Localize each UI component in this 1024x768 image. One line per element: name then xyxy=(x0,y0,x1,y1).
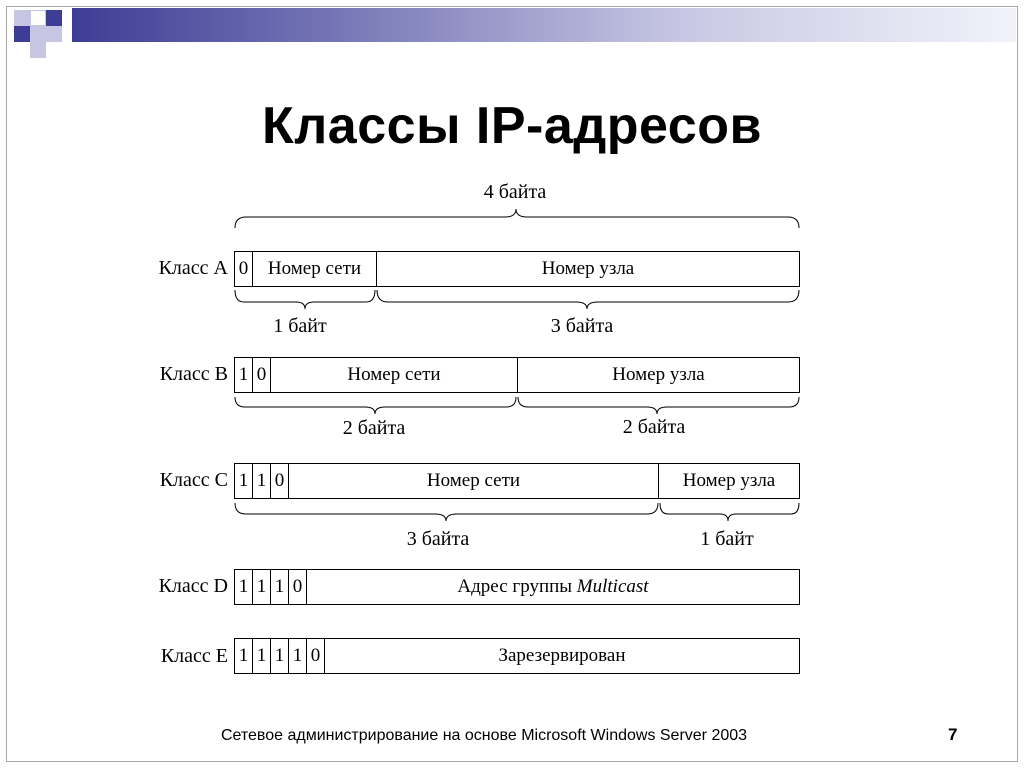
caption-4-bytes: 4 байта xyxy=(483,181,547,203)
class-b-row xyxy=(234,357,800,393)
class-c-net-field: Номер сети xyxy=(289,464,659,498)
bit-cell: 1 xyxy=(235,464,253,498)
bit-cell: 1 xyxy=(271,570,289,604)
class-c-label: Класс C xyxy=(159,469,228,491)
bit-cell: 0 xyxy=(235,252,253,286)
class-b-label: Класс B xyxy=(159,363,228,385)
class-b-host-field: Номер узла xyxy=(612,364,705,385)
bit-cell: 0 xyxy=(253,358,271,392)
bit-cell: 0 xyxy=(271,464,289,498)
brace-c-net xyxy=(235,503,658,521)
class-d-label: Класс D xyxy=(158,575,228,597)
class-b-host-bytes: 2 байта xyxy=(622,416,686,438)
class-c-host-bytes: 1 байт xyxy=(700,528,754,550)
class-d-row xyxy=(234,569,800,605)
brace-b-host xyxy=(518,397,799,414)
brace-b-net xyxy=(235,397,516,414)
class-a-net-bytes: 1 байт xyxy=(273,315,327,337)
class-a-label: Класс A xyxy=(158,257,228,279)
class-b-net-bytes: 2 байта xyxy=(342,417,406,439)
class-e-reserved-field: Зарезервирован xyxy=(498,645,626,666)
bit-cell: 1 xyxy=(235,639,253,673)
class-e-row xyxy=(234,638,800,674)
class-b-net-field: Номер сети xyxy=(271,358,518,392)
multicast-prefix: Адрес группы xyxy=(457,576,577,597)
class-e-label: Класс E xyxy=(160,645,228,667)
bit-cell: 1 xyxy=(253,570,271,604)
class-a-net-field: Номер сети xyxy=(253,252,377,286)
bit-cell: 1 xyxy=(235,570,253,604)
bit-cell: 1 xyxy=(235,358,253,392)
page-title: Классы IP-адресов xyxy=(262,97,762,155)
class-c-host-field: Номер узла xyxy=(682,470,776,491)
bit-cell: 1 xyxy=(253,639,271,673)
bit-cell: 0 xyxy=(289,570,307,604)
class-c-net-bytes: 3 байта xyxy=(406,528,470,550)
class-a-row xyxy=(234,251,800,287)
multicast-word: Multicast xyxy=(576,576,649,597)
slide-footer: Сетевое администрирование на основе Microsoft Windows Server 2003 xyxy=(220,727,748,744)
class-a-host-bytes: 3 байта xyxy=(550,315,614,337)
class-d-multicast-field xyxy=(307,570,799,604)
bit-cell: 1 xyxy=(289,639,307,673)
brace-a-host xyxy=(377,290,799,309)
bit-cell: 1 xyxy=(253,464,271,498)
bit-cell: 0 xyxy=(307,639,325,673)
brace-c-host xyxy=(660,503,799,521)
brace-4-bytes xyxy=(235,209,799,228)
class-a-host-field: Номер узла xyxy=(541,258,635,279)
page-number: 7 xyxy=(948,725,958,744)
bit-cell: 1 xyxy=(271,639,289,673)
class-c-row xyxy=(234,463,800,499)
brace-a-net xyxy=(235,290,375,309)
